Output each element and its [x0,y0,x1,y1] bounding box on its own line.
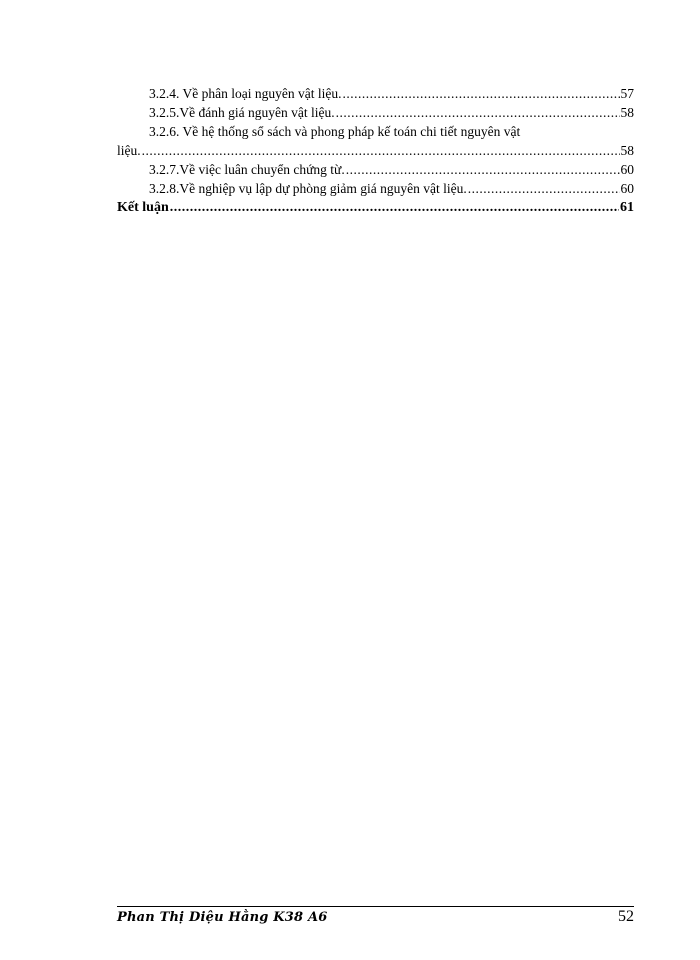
toc-leader-dots [342,84,619,103]
toc-leader-dots [142,141,620,160]
footer-page-number: 52 [618,908,634,925]
toc-entry-3-2-6-line2[interactable] [117,141,634,160]
toc-entry-title-continued: liệu. [117,143,141,158]
toc-entry-3-2-4[interactable] [117,84,634,103]
toc-entry-page: 58 [620,143,634,158]
toc-entry-page: 58 [620,105,634,120]
toc-entry-3-2-5[interactable] [117,103,634,122]
toc-entry-title: 3.2.7.Về việc luân chuyển chứng từ. [149,162,345,177]
toc-entry-title: Kết luận [117,200,169,215]
toc-leader-dots [346,160,620,179]
toc-entry-title: 3.2.4. Về phân loại nguyên vật liệu. [149,86,342,101]
toc-entry-title: 3.2.6. Về hệ thống sổ sách và phong pháp kế toán chi tiết nguyên vật [149,124,521,139]
toc-leader-dots [170,198,619,217]
toc-entry-page: 57 [620,86,634,101]
toc-entry-page: 61 [620,200,634,215]
table-of-contents [117,84,634,217]
toc-entry-3-2-8[interactable] [117,179,634,198]
toc-entry-title: 3.2.8.Về nghiệp vụ lập dự phòng giảm giá nguyên vật liệu. [149,181,467,196]
toc-entry-title: 3.2.5.Về đánh giá nguyên vật liệu. [149,105,335,120]
toc-entry-3-2-7[interactable] [117,160,634,179]
toc-leader-dots [336,103,620,122]
toc-entry-page: 60 [620,181,634,196]
toc-leader-dots [468,179,620,198]
footer-author: Phan Thị Diệu Hằng K38 A6 [117,910,328,925]
page-footer [117,908,634,926]
toc-entry-ket-luan[interactable] [117,198,634,217]
toc-entry-page: 60 [620,162,634,177]
toc-entry-3-2-6-line1[interactable] [117,122,634,141]
footer-divider [117,906,634,907]
